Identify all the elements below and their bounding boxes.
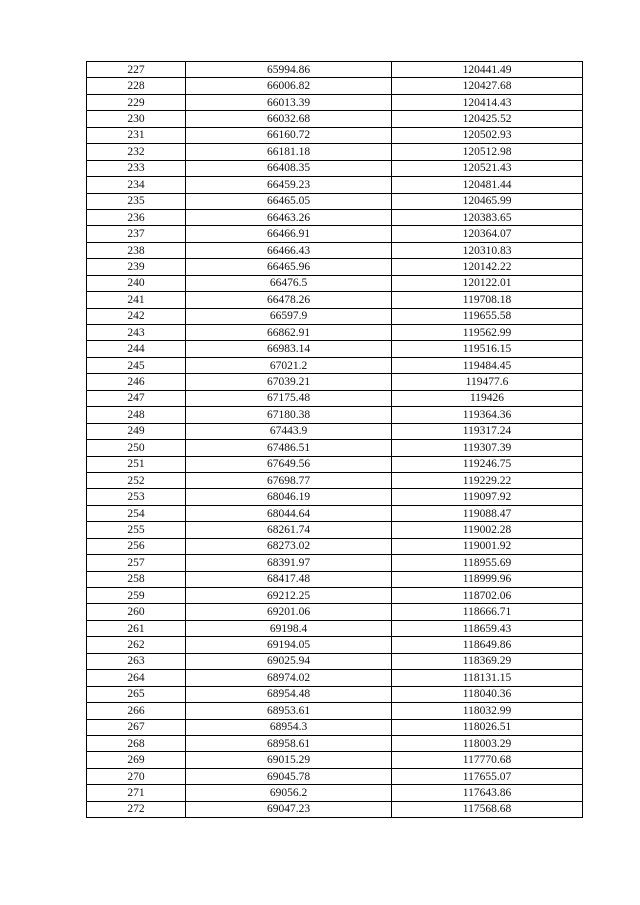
point-number-cell: 267 — [87, 719, 186, 735]
x-coordinate-cell: 68391.97 — [186, 555, 392, 571]
y-coordinate-cell: 120512.98 — [392, 144, 583, 160]
y-coordinate-cell: 120142.22 — [392, 259, 583, 275]
y-coordinate-cell: 119484.45 — [392, 357, 583, 373]
y-coordinate-cell: 117643.86 — [392, 785, 583, 801]
x-coordinate-cell: 68958.61 — [186, 735, 392, 751]
point-number-cell: 239 — [87, 259, 186, 275]
x-coordinate-cell: 66032.68 — [186, 111, 392, 127]
y-coordinate-cell: 119001.92 — [392, 538, 583, 554]
y-coordinate-cell: 120465.99 — [392, 193, 583, 209]
point-number-cell: 242 — [87, 308, 186, 324]
coordinate-table-body — [87, 62, 583, 818]
y-coordinate-cell: 118666.71 — [392, 604, 583, 620]
table-row — [87, 588, 583, 604]
y-coordinate-cell: 117655.07 — [392, 768, 583, 784]
point-number-cell: 228 — [87, 78, 186, 94]
table-row — [87, 407, 583, 423]
table-row — [87, 177, 583, 193]
point-number-cell: 235 — [87, 193, 186, 209]
table-row — [87, 94, 583, 110]
x-coordinate-cell: 69047.23 — [186, 801, 392, 817]
table-row — [87, 423, 583, 439]
table-row — [87, 357, 583, 373]
table-row — [87, 374, 583, 390]
y-coordinate-cell: 118702.06 — [392, 588, 583, 604]
table-row — [87, 620, 583, 636]
x-coordinate-cell: 66459.23 — [186, 177, 392, 193]
point-number-cell: 229 — [87, 94, 186, 110]
point-number-cell: 269 — [87, 752, 186, 768]
point-number-cell: 232 — [87, 144, 186, 160]
x-coordinate-cell: 67443.9 — [186, 423, 392, 439]
y-coordinate-cell: 119426 — [392, 390, 583, 406]
x-coordinate-cell: 66181.18 — [186, 144, 392, 160]
point-number-cell: 256 — [87, 538, 186, 554]
point-number-cell: 238 — [87, 242, 186, 258]
y-coordinate-cell: 118003.29 — [392, 735, 583, 751]
y-coordinate-cell: 118026.51 — [392, 719, 583, 735]
y-coordinate-cell: 119562.99 — [392, 325, 583, 341]
x-coordinate-cell: 66006.82 — [186, 78, 392, 94]
table-row — [87, 604, 583, 620]
table-row — [87, 160, 583, 176]
table-row — [87, 703, 583, 719]
x-coordinate-cell: 67039.21 — [186, 374, 392, 390]
x-coordinate-cell: 66478.26 — [186, 292, 392, 308]
table-row — [87, 489, 583, 505]
y-coordinate-cell: 119246.75 — [392, 456, 583, 472]
table-row — [87, 571, 583, 587]
point-number-cell: 234 — [87, 177, 186, 193]
point-number-cell: 247 — [87, 390, 186, 406]
y-coordinate-cell: 118369.29 — [392, 653, 583, 669]
x-coordinate-cell: 68953.61 — [186, 703, 392, 719]
point-number-cell: 265 — [87, 686, 186, 702]
table-row — [87, 505, 583, 521]
point-number-cell: 260 — [87, 604, 186, 620]
x-coordinate-cell: 66983.14 — [186, 341, 392, 357]
table-row — [87, 127, 583, 143]
x-coordinate-cell: 69212.25 — [186, 588, 392, 604]
table-row — [87, 670, 583, 686]
y-coordinate-cell: 117568.68 — [392, 801, 583, 817]
x-coordinate-cell: 66466.43 — [186, 242, 392, 258]
point-number-cell: 271 — [87, 785, 186, 801]
table-row — [87, 686, 583, 702]
table-row — [87, 719, 583, 735]
y-coordinate-cell: 120502.93 — [392, 127, 583, 143]
y-coordinate-cell: 120521.43 — [392, 160, 583, 176]
y-coordinate-cell: 119002.28 — [392, 522, 583, 538]
table-row — [87, 325, 583, 341]
x-coordinate-cell: 69198.4 — [186, 620, 392, 636]
y-coordinate-cell: 119477.6 — [392, 374, 583, 390]
point-number-cell: 266 — [87, 703, 186, 719]
coordinate-table — [86, 61, 583, 818]
table-row — [87, 637, 583, 653]
point-number-cell: 255 — [87, 522, 186, 538]
x-coordinate-cell: 67021.2 — [186, 357, 392, 373]
table-row — [87, 440, 583, 456]
point-number-cell: 262 — [87, 637, 186, 653]
y-coordinate-cell: 118649.86 — [392, 637, 583, 653]
point-number-cell: 233 — [87, 160, 186, 176]
point-number-cell: 237 — [87, 226, 186, 242]
table-row — [87, 752, 583, 768]
point-number-cell: 272 — [87, 801, 186, 817]
y-coordinate-cell: 118131.15 — [392, 670, 583, 686]
point-number-cell: 264 — [87, 670, 186, 686]
x-coordinate-cell: 66862.91 — [186, 325, 392, 341]
y-coordinate-cell: 120364.07 — [392, 226, 583, 242]
point-number-cell: 246 — [87, 374, 186, 390]
x-coordinate-cell: 67698.77 — [186, 472, 392, 488]
x-coordinate-cell: 67649.56 — [186, 456, 392, 472]
x-coordinate-cell: 66476.5 — [186, 275, 392, 291]
point-number-cell: 251 — [87, 456, 186, 472]
point-number-cell: 263 — [87, 653, 186, 669]
table-row — [87, 785, 583, 801]
y-coordinate-cell: 119516.15 — [392, 341, 583, 357]
x-coordinate-cell: 69201.06 — [186, 604, 392, 620]
x-coordinate-cell: 68417.48 — [186, 571, 392, 587]
x-coordinate-cell: 68273.02 — [186, 538, 392, 554]
y-coordinate-cell: 120122.01 — [392, 275, 583, 291]
x-coordinate-cell: 69015.29 — [186, 752, 392, 768]
point-number-cell: 250 — [87, 440, 186, 456]
x-coordinate-cell: 66408.35 — [186, 160, 392, 176]
y-coordinate-cell: 117770.68 — [392, 752, 583, 768]
table-row — [87, 472, 583, 488]
y-coordinate-cell: 120414.43 — [392, 94, 583, 110]
point-number-cell: 254 — [87, 505, 186, 521]
point-number-cell: 270 — [87, 768, 186, 784]
y-coordinate-cell: 120383.65 — [392, 209, 583, 225]
table-row — [87, 653, 583, 669]
x-coordinate-cell: 66465.96 — [186, 259, 392, 275]
y-coordinate-cell: 120441.49 — [392, 62, 583, 78]
x-coordinate-cell: 69194.05 — [186, 637, 392, 653]
x-coordinate-cell: 66463.26 — [186, 209, 392, 225]
point-number-cell: 245 — [87, 357, 186, 373]
table-row — [87, 522, 583, 538]
y-coordinate-cell: 118659.43 — [392, 620, 583, 636]
table-row — [87, 456, 583, 472]
table-row — [87, 801, 583, 817]
table-row — [87, 308, 583, 324]
table-row — [87, 193, 583, 209]
table-row — [87, 242, 583, 258]
x-coordinate-cell: 68044.64 — [186, 505, 392, 521]
table-row — [87, 275, 583, 291]
point-number-cell: 244 — [87, 341, 186, 357]
x-coordinate-cell: 66160.72 — [186, 127, 392, 143]
table-row — [87, 555, 583, 571]
y-coordinate-cell: 119088.47 — [392, 505, 583, 521]
x-coordinate-cell: 69045.78 — [186, 768, 392, 784]
y-coordinate-cell: 119317.24 — [392, 423, 583, 439]
x-coordinate-cell: 68046.19 — [186, 489, 392, 505]
x-coordinate-cell: 69025.94 — [186, 653, 392, 669]
x-coordinate-cell: 69056.2 — [186, 785, 392, 801]
x-coordinate-cell: 67180.38 — [186, 407, 392, 423]
y-coordinate-cell: 118955.69 — [392, 555, 583, 571]
x-coordinate-cell: 68954.48 — [186, 686, 392, 702]
y-coordinate-cell: 119364.36 — [392, 407, 583, 423]
x-coordinate-cell: 66597.9 — [186, 308, 392, 324]
point-number-cell: 236 — [87, 209, 186, 225]
x-coordinate-cell: 68974.02 — [186, 670, 392, 686]
table-row — [87, 259, 583, 275]
x-coordinate-cell: 67175.48 — [186, 390, 392, 406]
y-coordinate-cell: 119229.22 — [392, 472, 583, 488]
point-number-cell: 253 — [87, 489, 186, 505]
x-coordinate-cell: 67486.51 — [186, 440, 392, 456]
table-row — [87, 209, 583, 225]
table-row — [87, 62, 583, 78]
y-coordinate-cell: 120481.44 — [392, 177, 583, 193]
point-number-cell: 259 — [87, 588, 186, 604]
point-number-cell: 261 — [87, 620, 186, 636]
point-number-cell: 248 — [87, 407, 186, 423]
table-row — [87, 78, 583, 94]
y-coordinate-cell: 118032.99 — [392, 703, 583, 719]
table-row — [87, 538, 583, 554]
y-coordinate-cell: 120310.83 — [392, 242, 583, 258]
y-coordinate-cell: 118040.36 — [392, 686, 583, 702]
point-number-cell: 230 — [87, 111, 186, 127]
x-coordinate-cell: 66465.05 — [186, 193, 392, 209]
point-number-cell: 243 — [87, 325, 186, 341]
point-number-cell: 231 — [87, 127, 186, 143]
y-coordinate-cell: 120427.68 — [392, 78, 583, 94]
point-number-cell: 227 — [87, 62, 186, 78]
y-coordinate-cell: 119655.58 — [392, 308, 583, 324]
x-coordinate-cell: 65994.86 — [186, 62, 392, 78]
x-coordinate-cell: 68261.74 — [186, 522, 392, 538]
x-coordinate-cell: 68954.3 — [186, 719, 392, 735]
y-coordinate-cell: 120425.52 — [392, 111, 583, 127]
y-coordinate-cell: 119307.39 — [392, 440, 583, 456]
table-row — [87, 226, 583, 242]
point-number-cell: 257 — [87, 555, 186, 571]
point-number-cell: 241 — [87, 292, 186, 308]
table-row — [87, 768, 583, 784]
y-coordinate-cell: 118999.96 — [392, 571, 583, 587]
x-coordinate-cell: 66466.91 — [186, 226, 392, 242]
point-number-cell: 240 — [87, 275, 186, 291]
point-number-cell: 249 — [87, 423, 186, 439]
table-row — [87, 735, 583, 751]
point-number-cell: 258 — [87, 571, 186, 587]
point-number-cell: 252 — [87, 472, 186, 488]
table-row — [87, 292, 583, 308]
table-row — [87, 390, 583, 406]
table-row — [87, 111, 583, 127]
table-row — [87, 341, 583, 357]
x-coordinate-cell: 66013.39 — [186, 94, 392, 110]
point-number-cell: 268 — [87, 735, 186, 751]
table-row — [87, 144, 583, 160]
y-coordinate-cell: 119097.92 — [392, 489, 583, 505]
y-coordinate-cell: 119708.18 — [392, 292, 583, 308]
